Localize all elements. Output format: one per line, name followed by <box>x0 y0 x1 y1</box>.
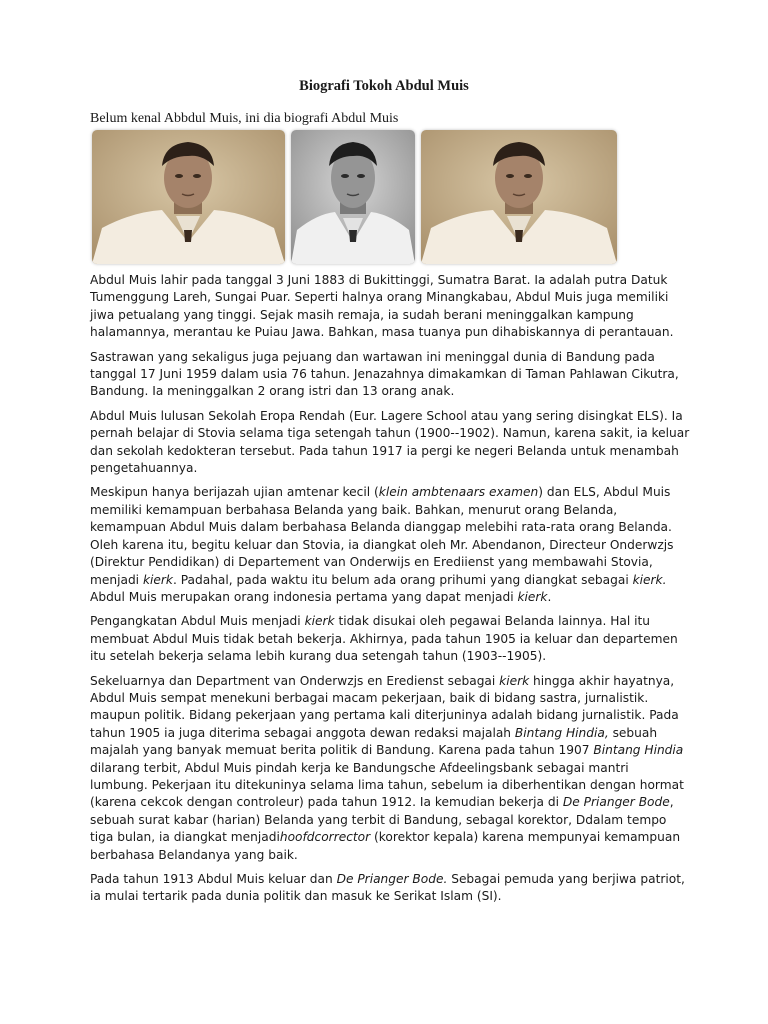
text-run: , sebuah surat kabar (harian) Belanda yang terbit di Bandung, sebagal korektor, Ddalam tempo tiga bulan, ia diangkat menjadi <box>90 795 674 845</box>
italic-term: De Prianger Bode <box>562 795 670 810</box>
italic-term: kierk <box>304 614 335 629</box>
italic-term: hoofdcorrector <box>279 830 371 845</box>
italic-term: De Prianger Bode. <box>336 872 448 886</box>
text-run: . Padahal, pada waktu itu belum ada orang prihumi yang diangkat sebagai <box>172 572 633 587</box>
paragraph-3 <box>90 408 690 478</box>
italic-term: kierk <box>517 589 548 604</box>
text-run: Sastrawan yang sekaligus juga pejuang dan wartawan ini meninggal dunia di Bandung pada tanggal 17 Juni 1959 dalam usia 76 tahun. Jenazahnya dimakamkan di Taman Pahlawan Cikutra, Bandung. Ia meninggalkan 2 orang istri dan 13 orang anak. <box>90 349 679 399</box>
paragraph-7 <box>90 871 690 906</box>
text-run: Pengangkatan Abdul Muis menjadi <box>90 614 305 629</box>
paragraph-1 <box>90 272 690 342</box>
text-run: hingga akhir hayatnya, Abdul Muis sempat menekuni berbagai macam pekerjaan, baik di bidang sastra, jurnalistik. maupun politik. Bidang pekerjaan yang pertama kali diterjuninya adalah bidang jurnalistik. Pada tahun 1905 ia juga diterima sebagai anggota dewan redaksi majalah <box>90 673 679 740</box>
paragraph-5 <box>90 613 690 665</box>
text-run: . <box>547 589 552 604</box>
text-run: tidak disukai oleh pegawai Belanda lainnya. Hal itu membuat Abdul Muis tidak betah bekerja. Akhirnya, pada tahun 1905 ia keluar dan departemen itu setelah bekerja selama lebih kurang dua setengah tahun (1903--1905). <box>90 614 678 664</box>
paragraph-6 <box>90 673 690 864</box>
italic-term: kierk <box>499 673 530 688</box>
portrait-photo-1 <box>92 130 285 264</box>
text-run: Abdul Muis lulusan Sekolah Eropa Rendah (Eur. Lagere School atau yang sering disingkat ELS). Ia pernah belajar di Stovia selama tiga setengah tahun (1900--1902). Namun, karena sakit, ia keluar dan sekolah kedokteran tersebut. Pada tahun 1917 ia pergi ke negeri Belanda untuk menambah pengetahuannya. <box>90 408 690 476</box>
text-run: ) dan ELS, Abdul Muis memiliki kemampuan berbahasa Belanda yang baik. Bahkan, menurut orang Belanda, kemampuan Abdul Muis dalam berbahasa Belanda dianggap melebihi rata-rata orang Belanda. Oleh karena itu, begitu keluar dan Stovia, ia diangkat oleh Mr. Abendanon, Directeur Onderwzjs (Direktur Pendidikan) di Departement van Onderwijs en Erediienst yang membawahi Stovia, menjadi <box>90 485 674 587</box>
text-run: (korektor kepala) karena mempunyai kemampuan berbahasa Belandanya yang baik. <box>90 830 681 862</box>
text-run: Abdul Muis lahir pada tanggal 3 Juni 1883 di Bukittinggi, Sumatra Barat. Ia adalah putra Datuk Tumenggung Lareh, Sungai Puar. Seperti halnya orang Minangkabau, Abdul Muis juga memiliki jiwa petualang yang tinggi. Sejak masih remaja, ia sudah berani meninggalkan kampung halamannya, merantau ke Puiau Jawa. Bahkan, masa tuanya pun dihabiskannya di perantauan. <box>90 273 674 340</box>
italic-term: kierk <box>142 572 173 587</box>
text-run: Meskipun hanya berijazah ujian amtenar kecil ( <box>90 485 379 500</box>
text-run: Sekeluarnya dan Department van Onderwzjs en Eredienst sebagai <box>90 673 500 688</box>
italic-term: klein ambtenaars examen <box>378 485 539 500</box>
paragraph-2 <box>90 349 690 401</box>
article-body <box>90 272 690 913</box>
text-run: Sebagai pemuda yang berjiwa patriot, ia mulai tertarik pada dunia politik dan masuk ke Serikat Islam (SI). <box>90 872 685 904</box>
italic-term: Bintang Hindia <box>593 743 684 758</box>
portrait-photo-3 <box>421 130 617 264</box>
paragraph-4 <box>90 484 690 606</box>
italic-term: kierk. <box>632 572 667 587</box>
portrait-photo-2 <box>291 130 415 264</box>
text-run: Pada tahun 1913 Abdul Muis keluar dan <box>90 872 337 886</box>
document-title: Biografi Tokoh Abdul Muis <box>299 78 469 94</box>
text-run: dilarang terbit, Abdul Muis pindah kerja ke Bandungsche Afdeelingsbank sebagai mantri lumbung. Pekerjaan itu ditekuninya selama lima tahun, sebelum ia diberhentikan dengan hormat (karena cekcok dengan controleur) pada tahun 1912. Ia kemudian bekerja di <box>90 760 684 810</box>
text-run: Abdul Muis merupakan orang indonesia pertama yang dapat menjadi <box>90 589 518 604</box>
text-run: sebuah majalah yang banyak memuat berita politik di Bandung. Karena pada tahun 1907 <box>90 725 658 758</box>
italic-term: Bintang Hindia, <box>514 725 609 740</box>
intro-line: Belum kenal Abbdul Muis, ini dia biografi Abdul Muis <box>90 111 399 126</box>
